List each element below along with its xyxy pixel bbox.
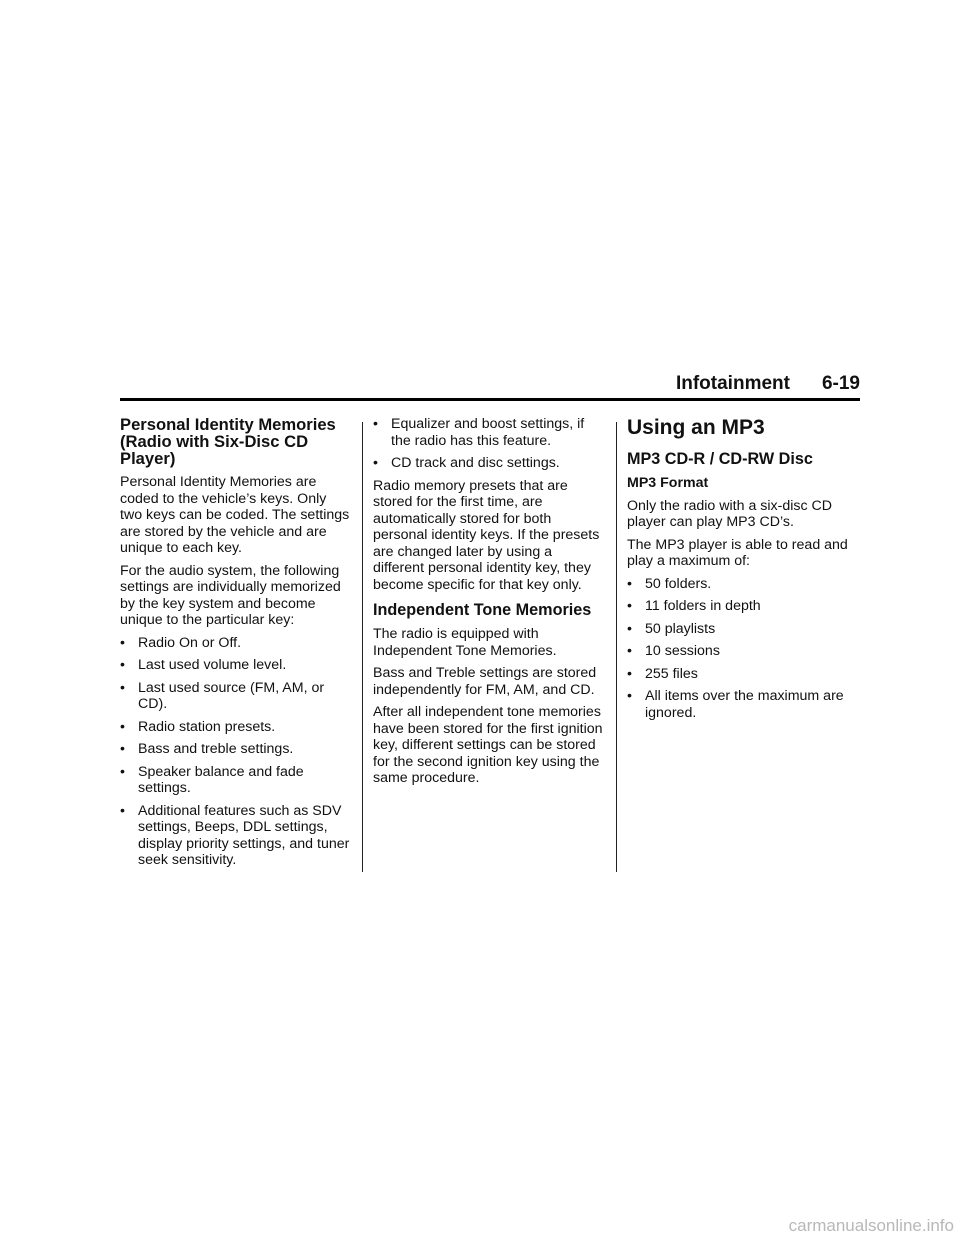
- section-title: Infotainment: [675, 373, 790, 394]
- header-rule: [120, 398, 860, 401]
- list-item-text: All items over the maximum are ignored.: [645, 688, 844, 721]
- bullet-icon: •: [627, 688, 632, 704]
- list-item: [120, 657, 352, 674]
- bullet-icon: •: [373, 416, 378, 432]
- list-item-text: Radio On or Off.: [138, 634, 242, 651]
- list-item-text: CD track and disc settings.: [391, 455, 560, 471]
- list-item-text: 50 playlists: [645, 620, 716, 637]
- list-item-text: Speaker balance and fade settings.: [138, 763, 304, 796]
- bullet-icon: •: [120, 802, 125, 819]
- bullet-icon: •: [627, 665, 632, 682]
- paragraph: For the audio system, the following settings are individually memorized by the key system and become unique to the particular key:: [120, 562, 341, 628]
- bullet-icon: •: [627, 575, 632, 592]
- page-number: 6-19: [821, 373, 860, 394]
- bullet-icon: •: [120, 679, 125, 696]
- list-item-text: 11 folders in depth: [645, 598, 761, 614]
- column-divider-1: [362, 422, 363, 872]
- column-middle: [373, 416, 605, 793]
- bullet-icon: •: [120, 718, 125, 735]
- list-item: [373, 416, 605, 449]
- paragraph: The MP3 player is able to read and play a maximum of:: [627, 536, 848, 569]
- paragraph: Personal Identity Memories are coded to the vehicle’s keys. Only two keys can be coded. The settings are stored by the vehicle and are unique to each key.: [120, 474, 350, 556]
- section-heading-personal-identity-memories: Personal Identity Memories (Radio with Six-Disc CD Player): [120, 415, 336, 468]
- watermark-text: carmanualsonline.info: [788, 1216, 954, 1235]
- list-item-text: Radio station presets.: [138, 718, 276, 735]
- paragraph: Bass and Treble settings are stored independently for FM, AM, and CD.: [373, 665, 597, 698]
- paragraph: Radio memory presets that are stored for the first time, are automatically stored for both personal identity keys. If the presets are changed later by using a different personal identity key, they become specific for that key only.: [373, 477, 600, 593]
- column-divider-2: [616, 422, 617, 872]
- list-item-text: Equalizer and boost settings, if the radio has this feature.: [391, 416, 585, 449]
- list-item: [627, 576, 859, 593]
- bullet-icon: •: [627, 598, 632, 614]
- list-item: [627, 643, 859, 660]
- list-item-text: Last used volume level.: [138, 657, 287, 673]
- list-item: [120, 635, 352, 652]
- bullet-icon: •: [120, 657, 125, 673]
- column-left: [120, 416, 352, 875]
- section-heading-independent-tone-memories: Independent Tone Memories: [373, 601, 592, 619]
- bullet-list: [373, 416, 605, 472]
- bullet-icon: •: [120, 741, 125, 757]
- list-item-text: 50 folders.: [645, 575, 712, 592]
- bullet-list: [120, 635, 352, 869]
- paragraph: Only the radio with a six-disc CD player can play MP3 CD’s.: [627, 497, 832, 530]
- paragraph: After all independent tone memories have been stored for the first ignition key, different settings can be stored for the second ignition key using the same procedure.: [373, 704, 603, 786]
- list-item-text: 255 files: [645, 665, 698, 682]
- minor-heading-mp3-format: MP3 Format: [627, 475, 709, 491]
- column-right: [627, 416, 859, 727]
- list-item-text: 10 sessions: [645, 643, 720, 659]
- list-item: [627, 666, 859, 683]
- bullet-icon: •: [627, 643, 632, 659]
- section-heading-using-an-mp3: Using an MP3: [627, 416, 765, 439]
- list-item: [627, 621, 859, 638]
- list-item-text: Additional features such as SDV settings, Beeps, DDL settings, display priority settings, and tuner seek sensitivity.: [138, 802, 350, 868]
- bullet-icon: •: [120, 634, 125, 651]
- page-header: [120, 372, 860, 396]
- list-item: [120, 680, 352, 713]
- list-item-text: Last used source (FM, AM, or CD).: [138, 679, 325, 712]
- paragraph: The radio is equipped with Independent Tone Memories.: [373, 626, 557, 659]
- list-item: [120, 741, 352, 758]
- list-item: [627, 598, 859, 615]
- bullet-icon: •: [120, 763, 125, 780]
- bullet-icon: •: [373, 455, 378, 471]
- list-item: [627, 688, 859, 721]
- list-item: [120, 803, 352, 869]
- bullet-icon: •: [627, 620, 632, 637]
- list-item: [373, 455, 605, 472]
- bullet-list: [627, 576, 859, 722]
- subheading-mp3-cdr-disc: MP3 CD-R / CD-RW Disc: [627, 450, 813, 468]
- list-item: [120, 764, 352, 797]
- list-item-text: Bass and treble settings.: [138, 741, 294, 757]
- header-text: [676, 372, 860, 396]
- list-item: [120, 719, 352, 736]
